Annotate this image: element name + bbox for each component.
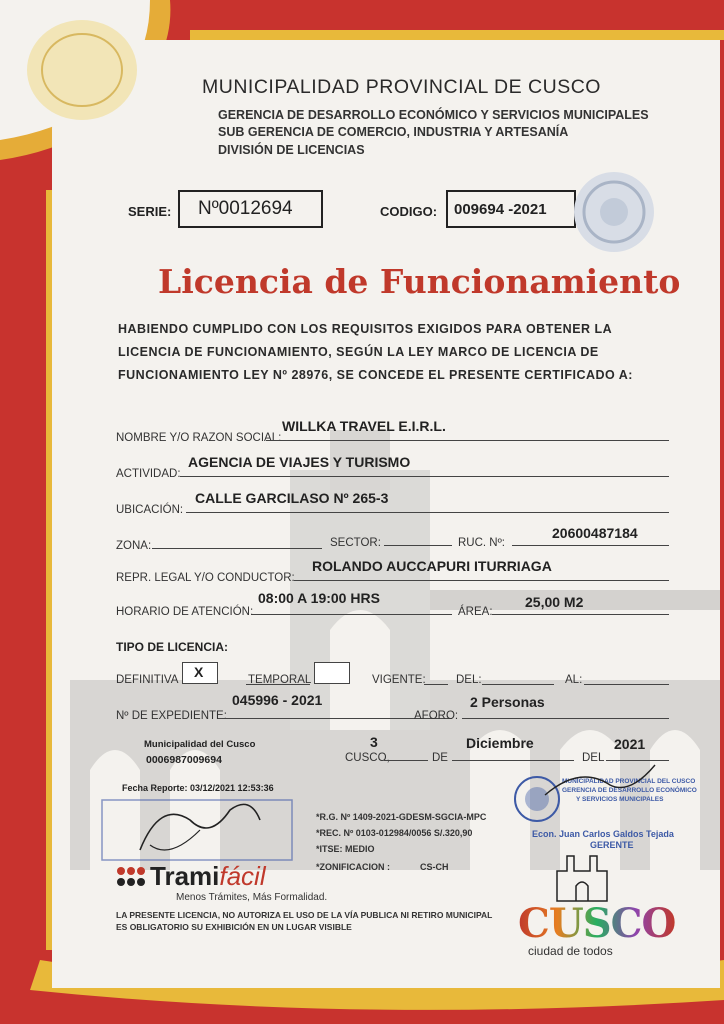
- hologram-seal-icon: [572, 170, 656, 254]
- ubicacion-value: CALLE GARCILASO Nº 265-3: [195, 490, 389, 506]
- dept-line-3: DIVISIÓN DE LICENCIAS: [218, 143, 365, 157]
- cathedral-icon: [552, 846, 612, 906]
- ref-rg: *R.G. Nº 1409-2021-GDESM-SGCIA-MPC: [316, 812, 487, 822]
- date-year: 2021: [614, 736, 646, 752]
- area-label: ÁREA:: [458, 606, 493, 618]
- ref-zonificacion-label: *ZONIFICACION :: [316, 862, 390, 872]
- municipality-title: MUNICIPALIDAD PROVINCIAL DE CUSCO: [202, 76, 601, 98]
- aforo-value: 2 Personas: [470, 694, 545, 710]
- codigo-label: CODIGO:: [380, 204, 438, 219]
- stamp-line-2: GERENCIA DE DESARROLLO ECONÓMICO: [562, 787, 697, 794]
- tramifacil-slogan: Menos Trámites, Más Formalidad.: [176, 892, 328, 903]
- expediente-label: Nº DE EXPEDIENTE:: [116, 710, 227, 722]
- intro-line-1: HABIENDO CUMPLIDO CON LOS REQUISITOS EXIGIDOS PARA OBTENER LA: [118, 322, 613, 336]
- cusco-logo-word: [518, 900, 675, 947]
- aforo-label: AFORO:: [414, 710, 459, 722]
- ref-rec: *REC. Nº 0103-012984/0056 S/.320,90: [316, 828, 473, 838]
- stamp-name: Econ. Juan Carlos Galdos Tejada: [532, 829, 674, 839]
- area-value: 25,00 M2: [525, 594, 584, 610]
- sector-label: SECTOR:: [330, 537, 381, 549]
- dept-line-2: SUB GERENCIA DE COMERCIO, INDUSTRIA Y ARTESANÍA: [218, 125, 569, 139]
- signature-icon: [540, 760, 660, 800]
- footer-line-1: LA PRESENTE LICENCIA, NO AUTORIZA EL USO DE LA VÍA PUBLICA NI RETIRO MUNICIPAL: [116, 910, 493, 920]
- actividad-label: ACTIVIDAD:: [116, 468, 181, 480]
- definitiva-checkbox: [182, 662, 218, 684]
- dept-line-1: GERENCIA DE DESARROLLO ECONÓMICO Y SERVICIOS MUNICIPALES: [218, 108, 649, 122]
- ubicacion-label: UBICACIÓN:: [116, 504, 184, 516]
- ruc-label: RUC. Nº:: [458, 537, 506, 549]
- cusco-label: CUSCO,: [345, 752, 390, 764]
- ref-itse: *ITSE: MEDIO: [316, 844, 375, 854]
- gold-seal-icon: [22, 15, 142, 125]
- del-label: DEL:: [456, 674, 482, 686]
- date-month: Diciembre: [466, 735, 534, 751]
- intro-line-2: LICENCIA DE FUNCIONAMIENTO, SEGÚN LA LEY MARCO DE LICENCIA DE: [118, 345, 599, 359]
- al-label: AL:: [565, 674, 583, 686]
- stamp-line-1: MUNICIPALIDAD PROVINCIAL DEL CUSCO: [562, 778, 696, 785]
- license-title: Licencia de Funcionamiento: [158, 262, 681, 301]
- cusco-logo-text: CUSCO: [518, 900, 676, 947]
- serie-value: Nº0012694: [198, 198, 293, 219]
- stamp-role: GERENTE: [590, 840, 634, 850]
- definitiva-label: DEFINITIVA: [116, 674, 179, 686]
- codigo-value: 009694 -2021: [454, 201, 547, 218]
- nombre-value: WILLKA TRAVEL E.I.R.L.: [282, 418, 446, 434]
- horario-value: 08:00 A 19:00 HRS: [258, 590, 380, 606]
- tramite-muni: Municipalidad del Cusco: [144, 739, 256, 750]
- tramifacil-brand: [150, 861, 266, 892]
- zona-label: ZONA:: [116, 540, 152, 552]
- tramite-fecha: Fecha Reporte: 03/12/2021 12:53:36: [122, 783, 274, 793]
- repr-value: ROLANDO AUCCAPURI ITURRIAGA: [312, 558, 552, 574]
- date-day: 3: [370, 734, 378, 750]
- temporal-label: TEMPORAL: [248, 674, 312, 686]
- ruc-value: 20600487184: [552, 525, 638, 541]
- stamp-line-3: Y SERVICIOS MUNICIPALES: [576, 796, 664, 803]
- definitiva-mark: X: [194, 664, 204, 680]
- actividad-value: AGENCIA DE VIAJES Y TURISMO: [188, 454, 411, 470]
- ref-zonificacion-value: CS-CH: [420, 862, 449, 872]
- footer-line-2: ES OBLIGATORIO SU EXHIBICIÓN EN UN LUGAR VISIBLE: [116, 922, 352, 932]
- repr-label: REPR. LEGAL Y/O CONDUCTOR:: [116, 572, 295, 584]
- nombre-label: NOMBRE Y/O RAZON SOCIAL:: [116, 432, 282, 444]
- expediente-value: 045996 - 2021: [232, 692, 323, 708]
- tramifacil-dots-icon: [116, 866, 146, 888]
- tramifacil-brand-a: Trami: [150, 861, 220, 891]
- vigente-label: VIGENTE:: [372, 674, 426, 686]
- temporal-checkbox: [314, 662, 350, 684]
- del-year-label: DEL: [582, 752, 605, 764]
- tramite-number: 0006987009694: [146, 754, 222, 766]
- tipo-title: TIPO DE LICENCIA:: [116, 640, 229, 654]
- de-label: DE: [432, 752, 448, 764]
- cusco-logo-tagline: ciudad de todos: [528, 944, 613, 958]
- tramifacil-brand-b: fácil: [219, 861, 266, 891]
- intro-line-3: FUNCIONAMIENTO LEY Nº 28976, SE CONCEDE EL PRESENTE CERTIFICADO A:: [118, 368, 633, 382]
- horario-label: HORARIO DE ATENCIÓN:: [116, 606, 254, 618]
- serie-label: SERIE:: [128, 204, 172, 219]
